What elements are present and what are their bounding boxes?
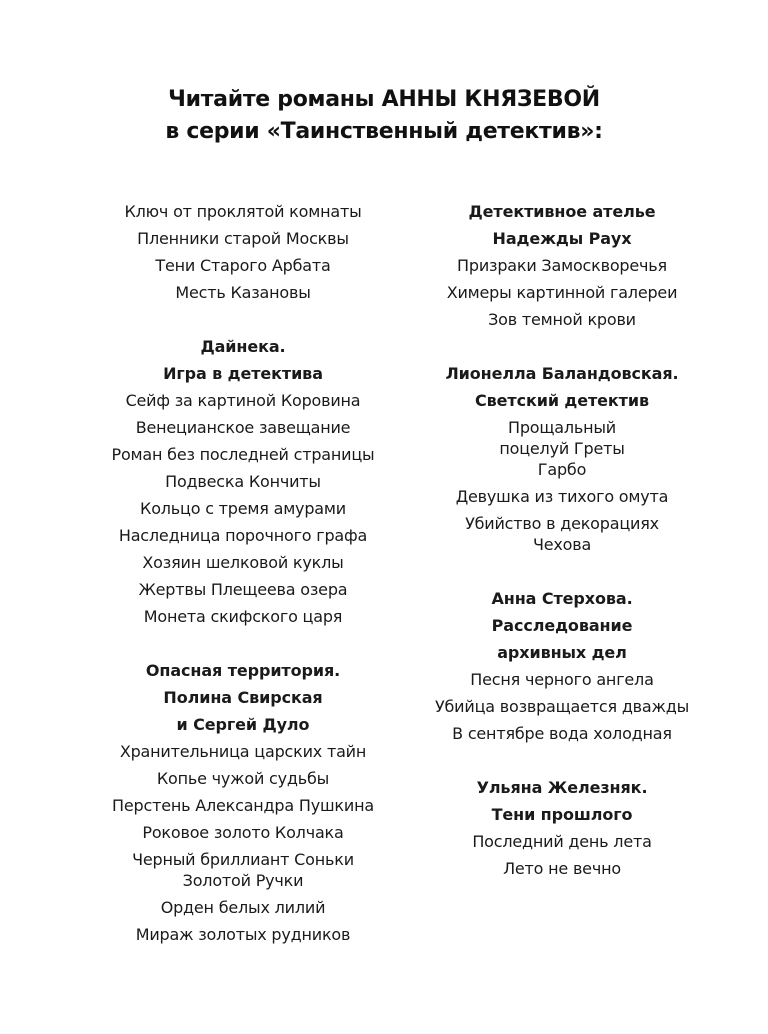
series-title: Анна Стерхова. <box>491 589 633 608</box>
spacer <box>412 558 712 585</box>
series-title: архивных дел <box>497 643 627 662</box>
header-title-line-2: в серии «Таинственный детектив»: <box>165 119 603 144</box>
book-title: Подвеска Кончиты <box>165 472 321 491</box>
book-title: Перстень Александра Пушкина <box>112 796 374 815</box>
book-title: Монета скифского царя <box>143 607 343 626</box>
book-title: Жертвы Плещеева озера <box>138 580 348 599</box>
book-title: Последний день лета <box>472 832 652 851</box>
header-title-line-1: Читайте романы АННЫ КНЯЗЕВОЙ <box>168 87 600 112</box>
series-title: Полина Свирская <box>163 688 323 707</box>
book-group <box>80 657 406 948</box>
book-group <box>80 198 406 306</box>
book-title: Химеры картинной галереи <box>446 283 678 302</box>
book-title: Месть Казановы <box>175 283 311 302</box>
book-title: Прощальный поцелуй Греты Гарбо <box>499 418 625 479</box>
book-title: Сейф за картиной Коровина <box>125 391 361 410</box>
book-title: Ключ от проклятой комнаты <box>124 202 362 221</box>
series-title: Расследование <box>491 616 633 635</box>
book-title: Роковое золото Колчака <box>142 823 344 842</box>
book-group <box>412 585 712 747</box>
book-title: Кольцо с тремя амурами <box>140 499 346 518</box>
book-title: Тени Старого Арбата <box>155 256 331 275</box>
left-column <box>80 198 406 948</box>
book-group <box>412 198 712 333</box>
book-group <box>412 774 712 882</box>
series-title: Опасная территория. <box>145 661 341 680</box>
spacer <box>412 333 712 360</box>
book-title: Лето не вечно <box>503 859 621 878</box>
book-group <box>80 333 406 630</box>
series-title: Ульяна Железняк. <box>476 778 648 797</box>
book-title: Зов темной крови <box>488 310 636 329</box>
book-title: Наследница порочного графа <box>118 526 368 545</box>
series-title: Тени прошлого <box>491 805 633 824</box>
book-title: Копье чужой судьбы <box>156 769 330 788</box>
book-title: Пленники старой Москвы <box>137 229 349 248</box>
spacer <box>80 306 406 333</box>
book-title: Мираж золотых рудников <box>135 925 351 944</box>
spacer <box>80 630 406 657</box>
book-title: Венецианское завещание <box>135 418 351 437</box>
series-title: Дайнека. <box>200 337 286 356</box>
series-title: Надежды Раух <box>492 229 632 248</box>
book-title: Роман без последней страницы <box>111 445 375 464</box>
series-title: Светский детектив <box>475 391 649 410</box>
book-title: Орден белых лилий <box>160 898 326 917</box>
book-title: Призраки Замоскворечья <box>457 256 667 275</box>
book-title: Хранительница царских тайн <box>119 742 367 761</box>
book-title: Черный бриллиант Соньки Золотой Ручки <box>132 850 354 890</box>
book-title: Песня черного ангела <box>470 670 654 689</box>
book-title: Девушка из тихого омута <box>455 487 669 506</box>
book-title: В сентябре вода холодная <box>452 724 672 743</box>
book-title: Хозяин шелковой куклы <box>142 553 344 572</box>
series-title: Игра в детектива <box>163 364 323 383</box>
right-column <box>412 198 712 882</box>
series-title: и Сергей Дуло <box>176 715 310 734</box>
book-title: Убийство в декорациях Чехова <box>465 514 659 554</box>
series-title: Лионелла Баландовская. <box>445 364 679 383</box>
book-group <box>412 360 712 558</box>
book-title: Убийца возвращается дважды <box>434 697 690 716</box>
series-title: Детективное ателье <box>468 202 656 221</box>
spacer <box>412 747 712 774</box>
page-header <box>0 84 768 148</box>
